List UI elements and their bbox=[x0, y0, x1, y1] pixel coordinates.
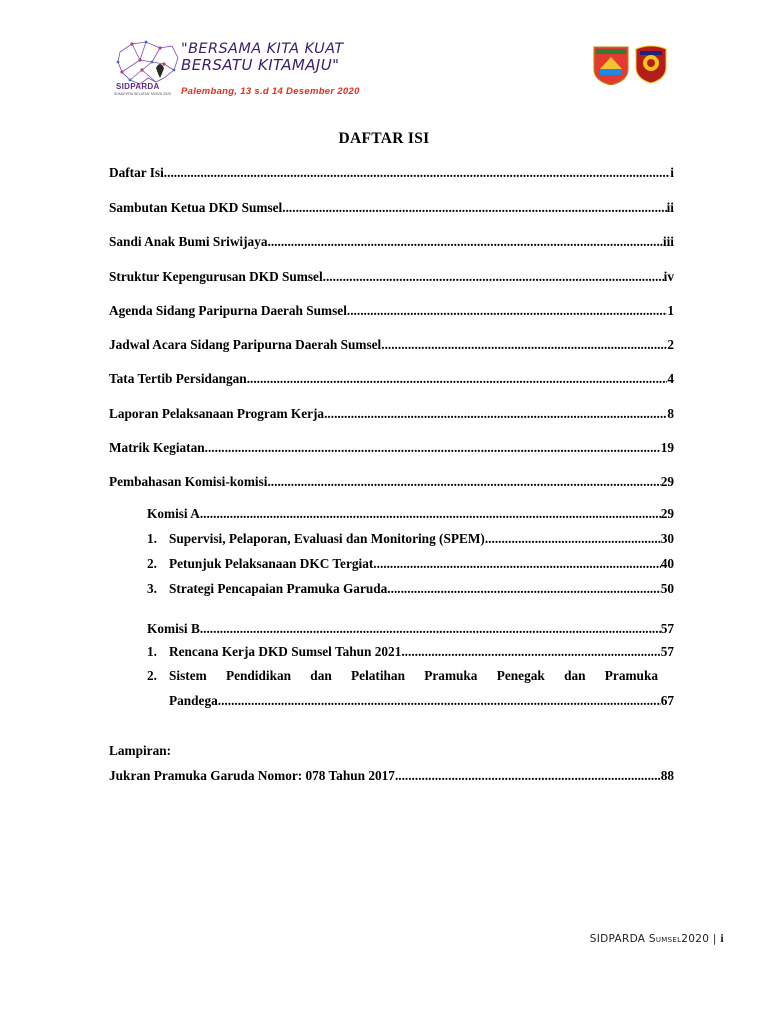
leader-dots bbox=[218, 692, 661, 710]
toc-page: i bbox=[670, 165, 674, 180]
toc-label: Pandega bbox=[169, 693, 218, 708]
toc-page: 30 bbox=[660, 531, 674, 546]
leader-dots bbox=[401, 643, 660, 661]
leader-dots bbox=[205, 439, 661, 457]
leader-dots bbox=[267, 473, 660, 491]
toc-label: Jadwal Acara Sidang Paripurna Daerah Sumsel bbox=[109, 337, 382, 352]
toc-page: 50 bbox=[660, 581, 674, 596]
item-number: 2. bbox=[147, 556, 157, 571]
toc-entry[interactable] bbox=[109, 302, 674, 320]
footer-page-number: i bbox=[720, 931, 724, 945]
page-footer bbox=[0, 931, 724, 946]
slogan-line-1: "BERSAMA KITA KUAT bbox=[181, 41, 344, 57]
lampiran-heading: Lampiran: bbox=[109, 743, 172, 758]
toc-page: 57 bbox=[660, 644, 674, 659]
page-title: DAFTAR ISI bbox=[338, 130, 430, 147]
toc-entry[interactable] bbox=[109, 268, 674, 286]
item-number: 1. bbox=[147, 644, 157, 659]
toc-entry[interactable] bbox=[109, 336, 674, 354]
toc-entry[interactable] bbox=[109, 164, 674, 182]
toc-page: 1 bbox=[667, 303, 674, 318]
leader-dots bbox=[324, 405, 667, 423]
toc-label: Laporan Pelaksanaan Program Kerja bbox=[109, 406, 325, 421]
toc-entry[interactable] bbox=[109, 199, 674, 217]
toc-label: Strategi Pencapaian Pramuka Garuda bbox=[169, 581, 388, 596]
toc-label: Pembahasan Komisi-komisi bbox=[109, 474, 268, 489]
toc-label: Sambutan Ketua DKD Sumsel bbox=[109, 200, 283, 215]
toc-label: Petunjuk Pelaksanaan DKC Tergiat bbox=[169, 556, 374, 571]
toc-entry[interactable] bbox=[109, 233, 674, 251]
toc-page: 29 bbox=[660, 474, 674, 489]
item-number: 2. bbox=[147, 668, 157, 683]
toc-label: Agenda Sidang Paripurna Daerah Sumsel bbox=[109, 303, 347, 318]
item-number: 3. bbox=[147, 581, 157, 596]
toc-page: 40 bbox=[660, 556, 674, 571]
toc-label: Matrik Kegiatan bbox=[109, 440, 205, 455]
toc-page: iii bbox=[662, 234, 674, 249]
toc-subentry[interactable] bbox=[169, 692, 674, 710]
toc-entry[interactable] bbox=[109, 439, 674, 457]
leader-dots bbox=[373, 555, 660, 573]
leader-dots bbox=[200, 505, 661, 523]
item-number: 1. bbox=[147, 531, 157, 546]
leader-dots bbox=[323, 268, 664, 286]
toc-label: Daftar Isi bbox=[109, 165, 164, 180]
toc-subentry[interactable] bbox=[147, 580, 674, 598]
footer-text: SIDPARDA bbox=[589, 933, 649, 945]
leader-dots bbox=[282, 199, 666, 217]
toc-entry[interactable] bbox=[109, 405, 674, 423]
slogan-line-2: BERSATU KITAMAJU" bbox=[181, 56, 340, 74]
leader-dots bbox=[200, 620, 661, 638]
toc-page: 8 bbox=[667, 406, 674, 421]
toc-label: Sandi Anak Bumi Sriwijaya bbox=[109, 234, 268, 249]
toc-komisi-b[interactable] bbox=[147, 620, 674, 638]
leader-dots bbox=[387, 580, 660, 598]
toc-page: 57 bbox=[660, 621, 674, 636]
toc-page: 88 bbox=[660, 768, 674, 783]
toc-page: 29 bbox=[660, 506, 674, 521]
toc-subentry[interactable] bbox=[147, 643, 674, 661]
leader-dots bbox=[381, 336, 667, 354]
toc-label: Supervisi, Pelaporan, Evaluasi dan Monitoring (SPEM) bbox=[169, 531, 485, 546]
toc-page: ii bbox=[666, 200, 674, 215]
toc-subentry[interactable] bbox=[147, 530, 674, 548]
toc-label: Jukran Pramuka Garuda Nomor: 078 Tahun 2017 bbox=[109, 768, 395, 783]
leader-dots bbox=[395, 767, 661, 785]
toc-label: Komisi B bbox=[147, 621, 200, 636]
toc-entry[interactable] bbox=[109, 370, 674, 388]
province-emblem-icon bbox=[594, 47, 628, 85]
leader-dots bbox=[268, 233, 663, 251]
toc-label: Tata Tertib Persidangan bbox=[109, 371, 247, 386]
leader-dots bbox=[247, 370, 668, 388]
slogan bbox=[181, 41, 344, 73]
regional-emblems bbox=[592, 43, 672, 85]
toc-entry[interactable] bbox=[109, 473, 674, 491]
toc-subentry[interactable] bbox=[147, 555, 674, 573]
logo-subtitle: SUMATERA SELATAN TAHUN 2020 bbox=[114, 92, 171, 96]
footer-year: Sumsel2020 bbox=[648, 933, 710, 945]
toc-label: Struktur Kepengurusan DKD Sumsel bbox=[109, 269, 323, 284]
toc-label: Komisi A bbox=[147, 506, 200, 521]
leader-dots bbox=[164, 164, 671, 182]
place-date: Palembang, 13 s.d 14 Desember 2020 bbox=[181, 86, 360, 97]
logo-name: SIDPARDA bbox=[116, 82, 160, 91]
toc-page: 4 bbox=[667, 371, 674, 386]
toc-entry[interactable] bbox=[109, 767, 674, 785]
toc-page: 67 bbox=[660, 693, 674, 708]
footer-separator: | bbox=[709, 933, 721, 945]
leader-dots bbox=[485, 530, 661, 548]
toc-label: Rencana Kerja DKD Sumsel Tahun 2021 bbox=[169, 644, 402, 659]
toc-label-line-1[interactable]: Sistem Pendidikan dan Pelatihan Pramuka Penegak dan Pramuka bbox=[169, 668, 658, 683]
toc-komisi-a[interactable] bbox=[147, 505, 674, 523]
toc-page: iv bbox=[663, 269, 674, 284]
toc-page: 19 bbox=[660, 440, 674, 455]
toc-page: 2 bbox=[667, 337, 674, 352]
leader-dots bbox=[347, 302, 667, 320]
scout-emblem-icon bbox=[636, 46, 666, 83]
